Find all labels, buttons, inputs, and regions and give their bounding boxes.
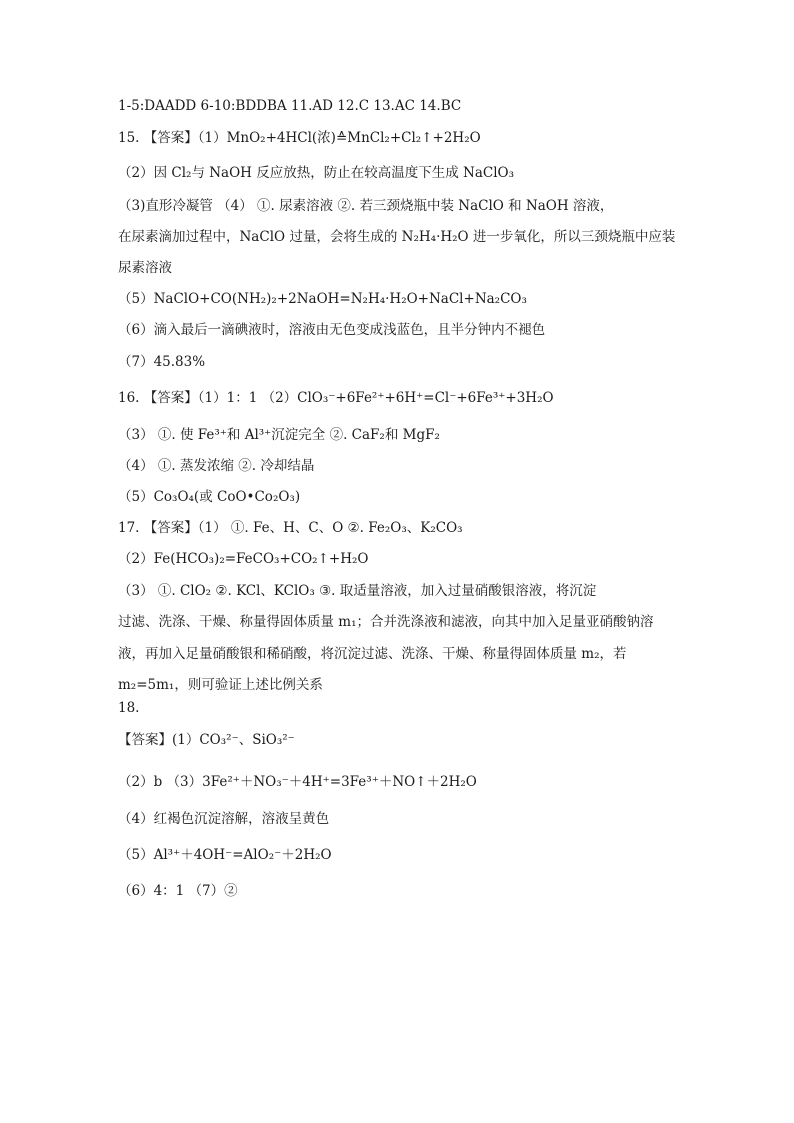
answer-line-q18-6: （6）4：1 （7）② (118, 883, 238, 899)
answer-line-q15-3: （3)直形冷凝管 （4） ①. 尿素溶液 ②. 若三颈烧瓶中装 NaClO 和 NaOH 溶液， (118, 198, 614, 214)
answer-line-q15-5: （5）NaClO+CO(NH₂)₂+2NaOH=N₂H₄·H₂O+NaCl+Na₂CO₃ (118, 291, 527, 307)
answer-line-q16-4: （4） ①. 蒸发浓缩 ②. 冷却结晶 (118, 458, 315, 474)
answer-line-q15-3b: 在尿素滴加过程中，NaClO 过量，会将生成的 N₂H₄·H₂O 进一步氧化，所以三颈烧瓶中应装 (118, 229, 676, 245)
answer-line-q16-1: 16. 【答案】（1）1：1 （2）ClO₃⁻+6Fe²⁺+6H⁺=Cl⁻+6Fe³⁺+3H₂O (118, 390, 554, 406)
answer-line-q18-head: 18. (118, 700, 140, 716)
answer-line-q17-3c: 液，再加入足量硝酸银和稀硝酸，将沉淀过滤、洗涤、干燥、称量得固体质量 m₂，若 (118, 646, 627, 662)
answer-line-q18-5: （5）Al³⁺＋4OH⁻=AlO₂⁻＋2H₂O (118, 847, 332, 863)
answer-line-q18-1: 【答案】(1）CO₃²⁻、SiO₃²⁻ (118, 732, 295, 748)
answer-line-q16-3: （3） ①. 使 Fe³⁺和 Al³⁺沉淀完全 ②. CaF₂和 MgF₂ (118, 427, 440, 443)
answer-line-q18-2: （2）b （3）3Fe²⁺＋NO₃⁻＋4H⁺=3Fe³⁺＋NO↑＋2H₂O (118, 774, 477, 790)
answer-line-q15-3c: 尿素溶液 (118, 260, 172, 276)
answer-line-q15-6: （6）滴入最后一滴碘液时，溶液由无色变成浅蓝色，且半分钟内不褪色 (118, 322, 546, 338)
answer-line-q15-2: （2）因 Cl₂与 NaOH 反应放热，防止在较高温度下生成 NaClO₃ (118, 165, 515, 181)
answer-line-q17-1: 17. 【答案】（1） ①. Fe、H、C、O ②. Fe₂O₃、K₂CO₃ (118, 520, 463, 536)
answer-line-mcq: 1-5:DAADD 6-10:BDDBA 11.AD 12.C 13.AC 14.BC (118, 98, 462, 114)
answer-line-q17-2: （2）Fe(HCO₃)₂=FeCO₃+CO₂↑+H₂O (118, 551, 369, 567)
answer-line-q17-3d: m₂=5m₁，则可验证上述比例关系 (118, 677, 323, 693)
answer-line-q17-3b: 过滤、洗涤、干燥、称量得固体质量 m₁；合并洗涤液和滤液，向其中加入足量亚硝酸钠溶 (118, 614, 654, 630)
answer-line-q16-5: （5）Co₃O₄(或 CoO•Co₂O₃) (118, 489, 301, 505)
answer-line-q15-1: 15. 【答案】（1）MnO₂+4HCl(浓)≙MnCl₂+Cl₂↑+2H₂O (118, 130, 481, 146)
answer-line-q15-7: （7）45.83% (118, 354, 206, 370)
answer-line-q17-3: （3） ①. ClO₂ ②. KCl、KClO₃ ③. 取适量溶液，加入过量硝酸银溶液，将沉淀 (118, 583, 597, 599)
answer-line-q18-4: （4）红褐色沉淀溶解，溶液呈黄色 (118, 811, 330, 827)
